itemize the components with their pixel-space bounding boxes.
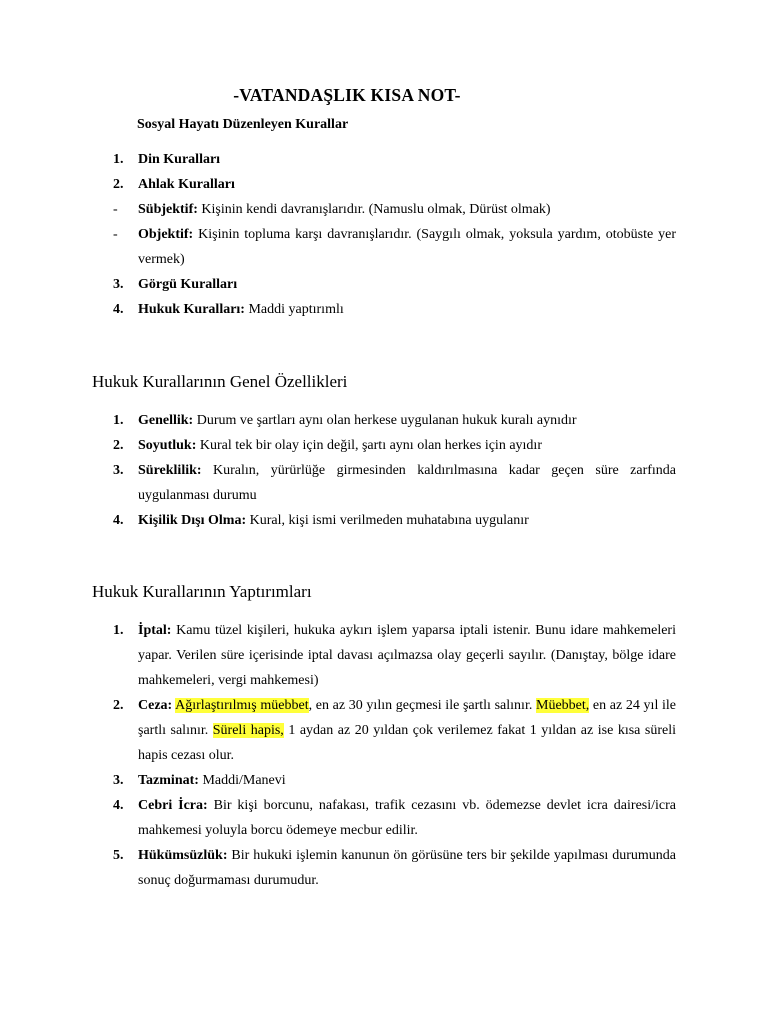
list-marker: 3. [113,277,124,292]
item-text: en az 24 yıl ile şartlı salınır. [138,698,676,738]
list-marker: 3. [113,463,124,478]
item-lead: Hukuk Kuralları: [138,302,245,317]
item-lead: Soyutluk: [138,438,197,453]
item-text: Kural tek bir olay için değil, şartı aynı olan herkes için ayıdır [196,438,542,453]
item-lead: Ahlak Kuralları [138,177,235,192]
list-marker: - [113,202,118,217]
list-item [0,618,768,693]
list-marker: 1. [113,152,124,167]
item-text: 1 aydan az 20 yıldan çok verilemez fakat 1 yıldan az ise kısa süreli hapis cezası olur. [138,723,677,763]
list-marker: 4. [113,798,124,813]
list-item [0,197,768,222]
item-lead: Süreklilik: [138,463,202,478]
item-text: Kişinin topluma karşı davranışlarıdır. (Saygılı olmak, yoksula yardım, otobüste yer vermek) [138,227,676,267]
list-item [0,693,768,768]
item-lead: Cebri İcra: [138,798,208,813]
item-text: Bir kişi borcunu, nafakası, trafik cezasını vb. ödemezse devlet icra dairesi/icra mahkemesi yoluyla borcu ödemeye mecbur edilir. [138,798,676,838]
general-features-list [0,408,768,533]
item-text: Kuralın, yürürlüğe girmesinden kaldırılmasına kadar geçen süre zarfında uygulanması durumu [138,463,676,503]
item-lead: Hükümsüzlük: [138,848,228,863]
section-heading-sanctions: Hukuk Kurallarının Yaptırımları [92,582,312,601]
list-item [0,147,768,172]
list-marker: 2. [113,177,124,192]
list-item [0,222,768,272]
list-item [0,408,768,433]
list-item [0,297,768,322]
page-subtitle: Sosyal Hayatı Düzenleyen Kurallar [137,117,349,132]
list-marker: 1. [113,413,124,428]
list-item [0,793,768,843]
item-lead: Sübjektif: [138,202,198,217]
item-text: Kişinin kendi davranışlarıdır. (Namuslu olmak, Dürüst olmak) [197,202,551,217]
sanctions-list [0,618,768,893]
list-marker: - [113,227,118,242]
list-item [0,172,768,197]
list-marker: 4. [113,302,124,317]
item-lead: Objektif: [138,227,194,242]
item-text: , en az 30 yılın geçmesi ile şartlı salınır. [308,698,536,713]
list-marker: 2. [113,438,124,453]
item-lead: Din Kuralları [138,152,221,167]
list-marker: 5. [113,848,124,863]
item-lead: Kişilik Dışı Olma: [138,513,247,528]
list-item [0,433,768,458]
item-lead: Ceza: [138,698,173,713]
item-lead: İptal: [138,623,172,638]
section-heading-general: Hukuk Kurallarının Genel Özellikleri [92,372,348,391]
list-marker: 4. [113,513,124,528]
item-text: Kamu tüzel kişileri, hukuka aykırı işlem yaparsa iptali istenir. Bunu idare mahkemeleri yapar. Verilen süre içerisinde iptal davası açılmazsa olay geçerli sayılır. (Danıştay, bölge idare mahkemeleri, vergi mahkemesi) [138,623,676,688]
item-text: Maddi/Manevi [198,773,286,788]
list-item [0,458,768,508]
list-marker: 1. [113,623,124,638]
list-item [0,843,768,893]
highlight-text: Süreli hapis, [212,723,284,738]
item-lead: Tazminat: [138,773,199,788]
item-text: Maddi yaptırımlı [244,302,344,317]
highlight-text: Müebbet, [536,698,590,713]
item-lead: Görgü Kuralları [138,277,238,292]
list-marker: 2. [113,698,124,713]
item-text: Bir hukuki işlemin kanunun ön görüsüne ters bir şekilde yapılması durumunda sonuç doğurmaması durumudur. [138,848,676,888]
list-item [0,272,768,297]
rules-list [0,147,768,322]
list-item [0,768,768,793]
list-item [0,508,768,533]
item-text: Durum ve şartları aynı olan herkese uygulanan hukuk kuralı aynıdır [193,413,577,428]
item-text: Kural, kişi ismi verilmeden muhatabına uygulanır [246,513,529,528]
list-marker: 3. [113,773,124,788]
page-title: -VATANDAŞLIK KISA NOT- [233,85,461,105]
highlight-text: Ağırlaştırılmış müebbet [175,698,309,713]
item-lead: Genellik: [138,413,194,428]
